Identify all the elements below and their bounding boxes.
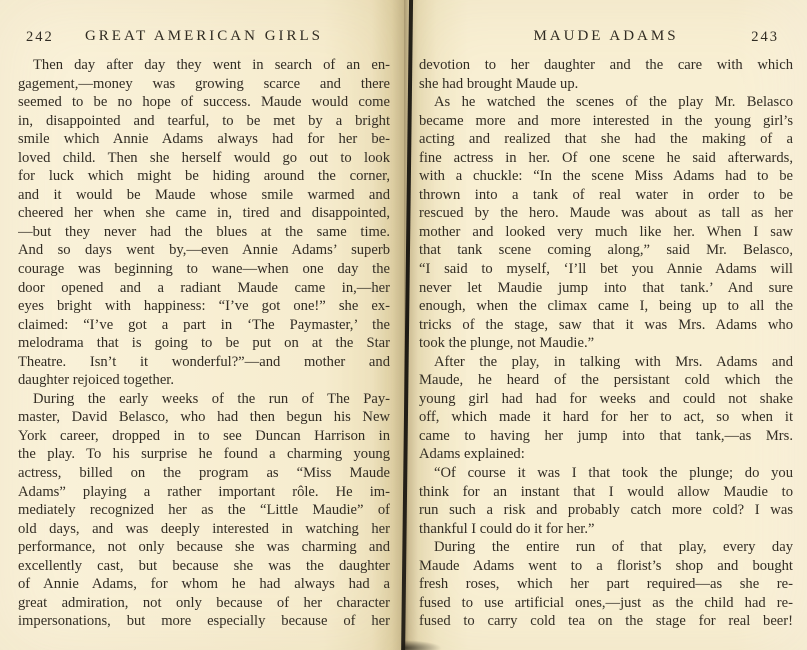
text-line: eyes bright with happiness: “I’ve got one!” she ex- [18,298,390,315]
text-line: took the plunge, not Maudie.” [419,335,595,352]
text-line: daughter rejoiced together. [18,372,175,389]
text-line: with a chuckle: “In the scene Miss Adams had to be [419,168,793,185]
text-line: Maude Adams went to a florist’s shop and bought [419,557,793,574]
text-line: cheered her when she came in, tired and disappointed, [18,205,390,222]
right-page-number: 243 [751,29,779,45]
text-line: in, disappointed and tearful, to be met by a bright [18,112,390,129]
text-line: claimed: “I’ve got a part in ‘The Paymaster,’ the [18,316,390,333]
text-line: gagement,—money was growing scarce and there [18,75,390,92]
text-line: that tank scene coming along,” said Mr. Belasco, [419,242,793,259]
text-line: came to having her jump into that tank,—as Mrs. [419,427,793,444]
text-line: great admiration, not only because of her character [18,594,390,611]
text-line: fused to use artificial ones,—just as the child had re- [419,594,793,611]
text-line: master, David Belasco, who had then begun his New [18,409,390,426]
text-line: Adams explained: [419,446,525,463]
text-line: enough, when the climax came I, being up to all the [419,298,793,315]
text-line: smile which Annie Adams always had for her be- [18,131,390,148]
text-line: fine actress in her. Of one scene he said afterwards, [419,149,793,166]
text-line: fused to carry cold tea on the stage for real beer! [419,613,793,630]
text-line: rescued by the hero. Maude was about as tall as her [419,205,793,222]
right-running-title: MAUDE ADAMS [533,28,679,44]
text-line: tricks of the stage, saw that it was Mrs. Adams who [419,316,793,333]
text-line: courage was beginning to wane—when one day the [18,261,390,278]
text-line: run such a risk and probably catch more cold? I was [419,502,793,519]
text-line: became more and more interested in the young girl’s [419,112,793,129]
text-line: During the early weeks of the run of The Pay- [33,390,390,407]
left-page-number: 242 [26,29,54,45]
left-running-title: GREAT AMERICAN GIRLS [84,28,324,44]
text-line: And so days went by,—even Annie Adams’ superb [18,242,390,259]
text-line: “I said to myself, ‘I’ll bet you Annie Adams will [419,261,793,278]
text-line: thankful I could do it for her.” [419,520,595,537]
text-line: door opened and a radiant Maude came in,—her [18,279,390,296]
left-page-header [18,28,390,48]
text-line: —but they never had the blues at the same time. [18,223,390,240]
text-line: York career, dropped in to see Duncan Harrison in [18,427,390,444]
left-text-block [18,56,390,631]
text-line: During the entire run of that play, every day [434,539,793,556]
text-line: old days, and was deeply interested in watching her [18,520,390,537]
text-line: think for an instant that I would allow Maudie to [419,483,793,500]
text-line: the play. To his surprise he found a charming young [18,446,390,463]
right-text-block [419,56,793,631]
text-line: actress, billed on the program as “Miss Maude [18,465,390,482]
text-line: seemed to be no hope of success. Maude would come [18,94,390,111]
right-page [404,0,807,650]
text-line: Maude, he heard of the persistant cold which the [419,372,793,389]
text-line: melodrama that is going to be put on at the Star [18,335,390,352]
text-line: Adams” playing a rather important rôle. He im- [18,483,390,500]
right-page-header [419,28,793,48]
text-line: As he watched the scenes of the play Mr. Belasco [434,94,793,111]
text-line: young girl had had for weeks and could not shake [419,390,793,407]
text-line: she had brought Maude up. [419,75,579,92]
text-line: never let Maudie jump into that tank.’ And sure [419,279,793,296]
text-line: fresh roses, which her part required—as she re- [419,576,793,593]
text-line: After the play, in talking with Mrs. Adams and [434,353,793,370]
text-line: Theatre. Isn’t it wonderful?”—and mother and [18,353,390,370]
text-line: performance, not only because she was charming and [18,539,390,556]
text-line: mother and looked very much like her. When I saw [419,223,793,240]
text-line: acting and realized that she had the making of a [419,131,793,148]
text-line: impersonations, but more especially because of her [18,613,390,630]
text-line: excellently cast, but because she was the daughter [18,557,390,574]
text-line: for luck which might be hiding around the corner, [18,168,390,185]
gutter-shadow-smudge [402,640,442,650]
text-line: “Of course it was I that took the plunge; do you [434,465,793,482]
text-line: thrown into a tank of real water in order to be [419,186,793,203]
text-line: Then day after day they went in search of an en- [33,57,390,73]
text-line: mediately recognized her as the “Little Maudie” of [18,502,390,519]
text-line: off, which made it hard for her to act, so when it [419,409,793,426]
text-line: loved child. Then she herself would go out to look [18,149,390,166]
text-line: and it would be Maude whose smile warmed and [18,186,390,203]
text-line: of Annie Adams, for whom he had always had a [18,576,390,593]
text-line: devotion to her daughter and the care with which [419,57,793,73]
